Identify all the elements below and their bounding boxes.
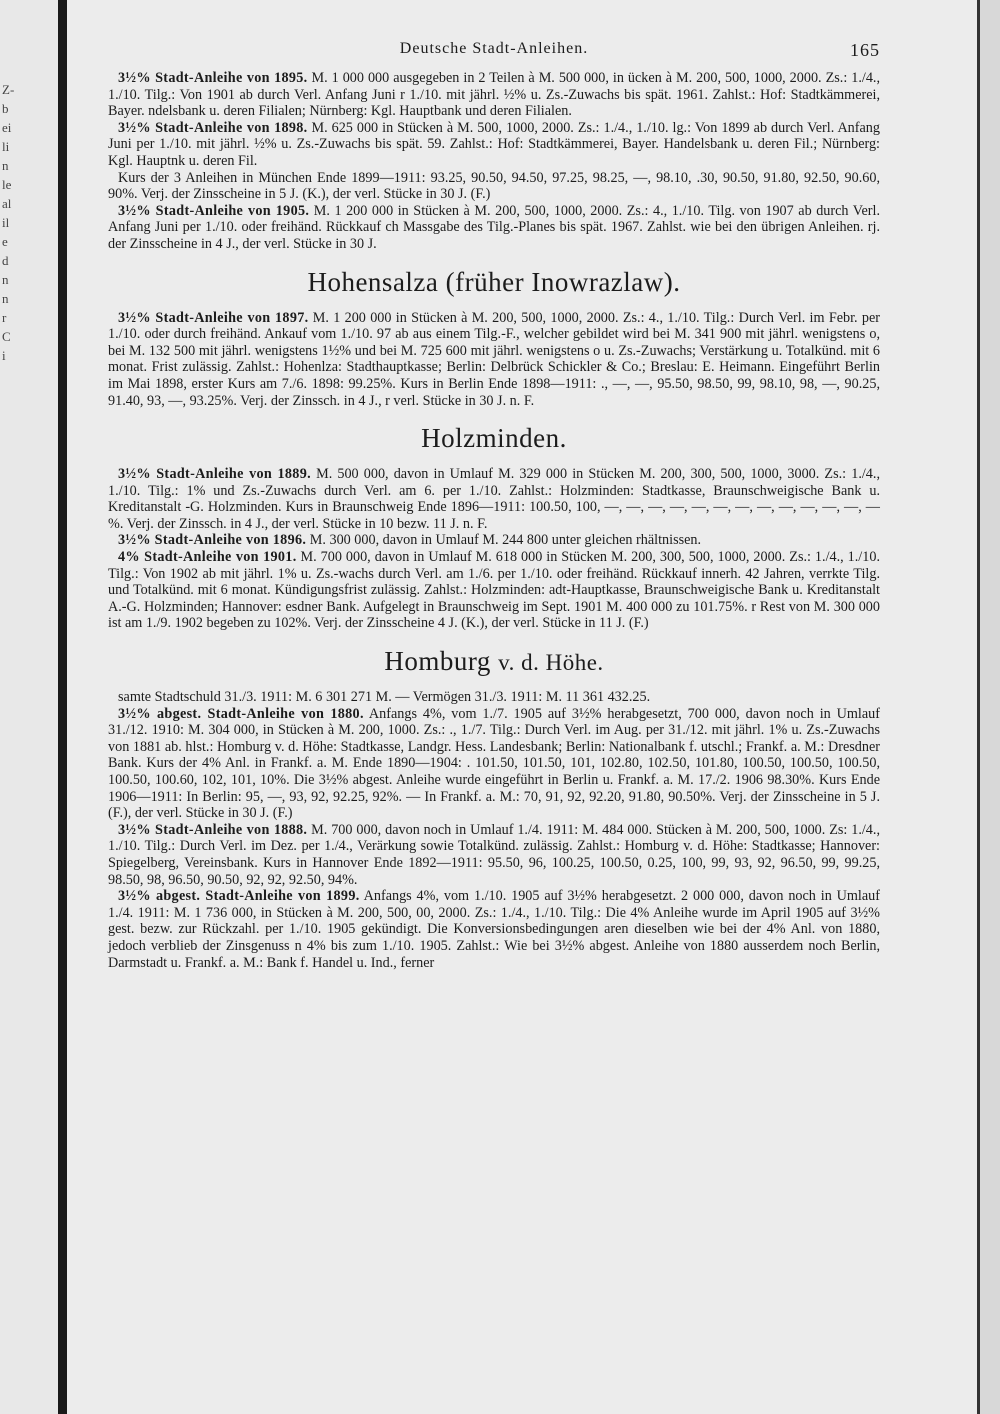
entry-text: Kurs der 3 Anleihen in München Ende 1899—1911: 93.25, 90.50, 94.50, 97.25, 98.25, —, 98.10, .30, 90.50, 91.80, 92.50, 90.60, 90%. Verj. der Zinsscheine in 5 J. (K.), der verl. Stücke in 30 J. (F.) (108, 169, 880, 203)
section-heading (108, 423, 880, 454)
margin-fragment: r (2, 310, 7, 325)
entry-text: M. 1 200 000 in Stücken à M. 200, 500, 1000, 2000. Zs.: 4., 1./10. Tilg.: Durch Verl. im Febr. per 1./10. oder durch freihänd. Ankauf vom 1./10. 97 ab aus einem Tilg.-F., welcher gebildet wird bei M. 341 900 mit jährl. wenigstens o, bei M. 132 500 mit jährl. wenigstens 1½% und bei M. 725 600 mit jährl. wenigstens o u. Zs.-Zuwachs; Verstärkung u. Totalkünd. mit 6 monat. Frist zulässig. Zahlst.: Hohenlza: Stadthauptkasse; Berlin: Delbrück Schickler & Co.; Breslau: E. Heimann. Eingeführt Berlin im Mai 1898, erster Kurs am 7./6. 1898: 99.25%. Kurs in Berlin Ende 1898—1911: ., —, —, 95.50, 98.50, 99, 98.10, 98, —, 90.25, 91.40, 93, —, 93.25%. Verj. der Zinssch. in 4 J., r verl. Stücke in 30 J. n. F. (108, 309, 880, 409)
entry-paragraph (108, 70, 880, 120)
entry-lead: 3½% Stadt-Anleihe von 1889. (118, 466, 311, 483)
entry-lead: 3½% Stadt-Anleihe von 1897. (118, 309, 309, 326)
margin-fragment: d (2, 253, 9, 268)
entry-paragraph (108, 888, 880, 971)
entry-paragraph (108, 466, 880, 532)
margin-fragment: n (2, 272, 9, 287)
margin-fragment: C (2, 329, 11, 344)
entry-text: M. 500 000, davon in Umlauf M. 329 000 in Stücken M. 200, 300, 500, 1000, 3000. Zs.: 1./4., 1./10. Tilg.: 1% und Zs.-Zuwachs durch Verl. am 6. per 1./10. Zahlst.: Holzminden: Stadtkasse, Braunschweigische Bank u. Kreditanstalt -G. Holzminden. Kurs in Braunschweig Ende 1896—1911: 100.50, 100, —, —, —, —, —, —, —, —, —, —, —, —, —%. Verj. der Zinssch. in 4 J., der verl. Stücke in 10 bezw. 11 J. n. F. (108, 466, 880, 532)
entry-text: M. 700 000, davon noch in Umlauf 1./4. 1911: M. 484 000. Stücken à M. 200, 500, 1000. Zs: 1./4., 1./10. Tilg.: Durch Verl. im Dez. per 1./4., Verärkung sowie Totalkünd. zulässig. Zahlst.: Homburg v. d. Höhe: Stadtkasse; Hannover: Spiegelberg, Vereinsbank. Kurs in Hannover Ende 1892—1911: 95.50, 96, 100.25, 100.50, 0.25, 100, 99, 93, 92, 96.50, 99, 99.25, 98.50, 98, 96.50, 90.50, 92, 92, 92.50, 94%. (108, 821, 880, 888)
margin-fragment: n (2, 158, 9, 173)
entry-text: samte Stadtschuld 31./3. 1911: M. 6 301 271 M. — Vermögen 31./3. 1911: M. 11 361 432.25. (118, 689, 651, 706)
entry-paragraph (108, 310, 880, 410)
section-heading-text: Hohensalza (früher Inowrazlaw). (307, 266, 681, 297)
margin-fragment: n (2, 291, 9, 306)
entry-lead: 3½% abgest. Stadt-Anleihe von 1899. (118, 888, 360, 905)
running-header (108, 40, 880, 70)
section-heading-text: Holzminden. (421, 423, 567, 454)
margin-fragment: e (2, 234, 8, 249)
entry-paragraph (108, 549, 880, 632)
scan-right-edge (977, 0, 1000, 1414)
entry-paragraph (108, 706, 880, 822)
entry-paragraph (108, 170, 880, 203)
margin-fragment: li (2, 139, 10, 154)
margin-fragment: i (2, 348, 6, 363)
entry-text: M. 300 000, davon in Umlauf M. 244 800 unter gleichen rhältnissen. (306, 532, 702, 549)
margin-fragment: il (2, 215, 10, 230)
margin-fragment: Z- (2, 82, 15, 97)
page-title: Deutsche Stadt-Anleihen. (399, 40, 589, 57)
entry-lead: 3½% Stadt-Anleihe von 1895. (118, 70, 308, 86)
section-heading (108, 646, 880, 677)
entry-text: M. 625 000 in Stücken à M. 500, 1000, 2000. Zs.: 1./4., 1./10. lg.: Von 1899 ab durch Verl. Anfang Juni per 1./10. mit jährl. ½% u. Zs.-Zuwachs bis spät. 59. Zahlst.: Hof: Stadtkämmerei, Bayer. Handelsbank u. deren Fil.; Nürnberg: Kgl. Hauptnk u. deren Fil. (108, 119, 880, 169)
section-continuation (108, 70, 880, 253)
margin-fragment: ei (2, 120, 12, 135)
entry-lead: 3½% Stadt-Anleihe von 1898. (118, 119, 308, 136)
previous-page-fragments (2, 80, 16, 365)
section-heading (108, 267, 880, 298)
section-hohensalza (108, 267, 880, 410)
entry-lead: 3½% abgest. Stadt-Anleihe von 1880. (118, 705, 364, 722)
section-holzminden (108, 423, 880, 632)
page-number: 165 (850, 40, 880, 60)
entry-lead: 3½% Stadt-Anleihe von 1896. (118, 532, 307, 549)
scan-binding-shadow (58, 0, 67, 1414)
section-subheading: v. d. Höhe. (498, 650, 604, 676)
margin-fragment: b (2, 101, 9, 116)
margin-fragment: le (2, 177, 12, 192)
entry-text: Anfangs 4%, vom 1./10. 1905 auf 3½% herabgesetzt. 2 000 000, davon noch in Umlauf 1./4. 1911: M. 1 736 000, in Stücken à M. 200, 500, 00, 2000. Zs.: 1./4., 1./10. Tilg.: Die 4% Anleihe wurde im April 1905 auf 3½% gest. bezw. zur Rückzahl. per 1./10. 1905 gekündigt. Die Konversionsbedingungen aren dieselben wie bei der 4% Anl. von 1880, jedoch verblieb der Zinsgenuss n 4% bis zum 1./10. 1905. Zahlst.: Wie bei 3½% abgest. Anleihe von 1880 ausserdem noch Berlin, Darmstadt u. Frankf. a. M.: Bank f. Handel u. Ind., ferner (108, 888, 880, 971)
entry-paragraph (108, 689, 880, 706)
entry-text: M. 1 200 000 in Stücken à M. 200, 500, 1000, 2000. Zs.: 4., 1./10. Tilg. von 1907 ab durch Verl. Anfang Juni per 1./10. oder freihänd. Rückkauf ch Massgabe des Tilg.-Planes bis spät. 1967. Zahlst. wie bei den übrigen Anleihen. rj. der Zinsscheine in 4 J., der verl. Stücke in 30 J. (108, 202, 880, 252)
section-homburg (108, 646, 880, 971)
entry-lead: 4% Stadt-Anleihe von 1901. (118, 549, 297, 566)
section-heading-text: Homburg (384, 646, 491, 677)
entry-text: Anfangs 4%, vom 1./7. 1905 auf 3½% herabgesetzt, 700 000, davon noch in Umlauf 31./12. 1910: M. 304 000, in Stücken à M. 200, 1000. Zs.: ., 1./7. Tilg.: Durch Verl. im Aug. per 31./12. mit jährl. 1% u. Zs.-Zuwachs von 1881 ab. hlst.: Homburg v. d. Höhe: Stadtkasse, Landgr. Hess. Landesbank; Berlin: Nationalbank f. utschl.; Frankf. a. M.: Dresdner Bank. Kurs der 4% Anl. in Frankf. a. M. Ende 1890—1904: . 101.50, 101.50, 101, 102.80, 102.50, 101.80, 100.50, 100.50, 100.50, 100.50, 100.60, 102, 101, 10%. Die 3½% abgest. Anleihe wurde eingeführt in Berlin u. Frankf. a. M. 17./2. 1906 98.30%. Kurs Ende 1906—1911: In Berlin: 95, —, 93, 92, 92.25, 92%. — In Frankf. a. M.: 70, 91, 92, 92.20, 91.80, 90.50%. Verj. der Zinsscheine in 5 J. (F.), der verl. Stücke in 30 J. (F.) (108, 705, 880, 822)
entry-text: M. 700 000, davon in Umlauf M. 618 000 in Stücken M. 200, 300, 500, 1000, 2000. Zs.: 1./4., 1./10. Tilg.: Von 1902 ab mit jährl. 1% u. Zs.-wachs durch Verl. am 1./6. per 1./10. oder freihänd. Rückkauf innerh. 42 Jahren, verrkte Tilg. und Totalkünd. mit 6 monat. Kündigungsfrist zulässig. Zahlst.: Holzminden: adt-Hauptkasse, Braunschweigische Bank u. Kreditanstalt A.-G. Holzminden; Hannover: esdner Bank. Aufgelegt in Braunschweig im Sept. 1901 M. 400 000 zu 101.75%. r Rest von M. 300 000 ist am 1./9. 1902 begeben zu 102%. Verj. der Zinsscheine 4 J. (K.), der verl. Stücke in 11 J. (F.) (108, 549, 880, 632)
entry-text: M. 1 000 000 ausgegeben in 2 Teilen à M. 500 000, in ücken à M. 200, 500, 1000, 2000. Zs.: 1./4., 1./10. Tilg.: Von 1901 ab durch Verl. Anfang Juni r 1./10. mit jährl. ½% u. Zs.-Zuwachs bis spät. 1961. Zahlst.: Hof: Stadtkämmerei, Bayer. ndelsbank u. deren Filialen; Nürnberg: Kgl. Hauptbank und deren Filialen. (108, 70, 881, 120)
margin-fragment: al (2, 196, 12, 211)
document-page (108, 40, 880, 971)
entry-lead: 3½% Stadt-Anleihe von 1905. (118, 202, 310, 219)
entry-lead: 3½% Stadt-Anleihe von 1888. (118, 821, 308, 838)
entry-paragraph (108, 532, 880, 549)
entry-paragraph (108, 203, 880, 253)
entry-paragraph (108, 120, 880, 170)
entry-paragraph (108, 822, 880, 888)
